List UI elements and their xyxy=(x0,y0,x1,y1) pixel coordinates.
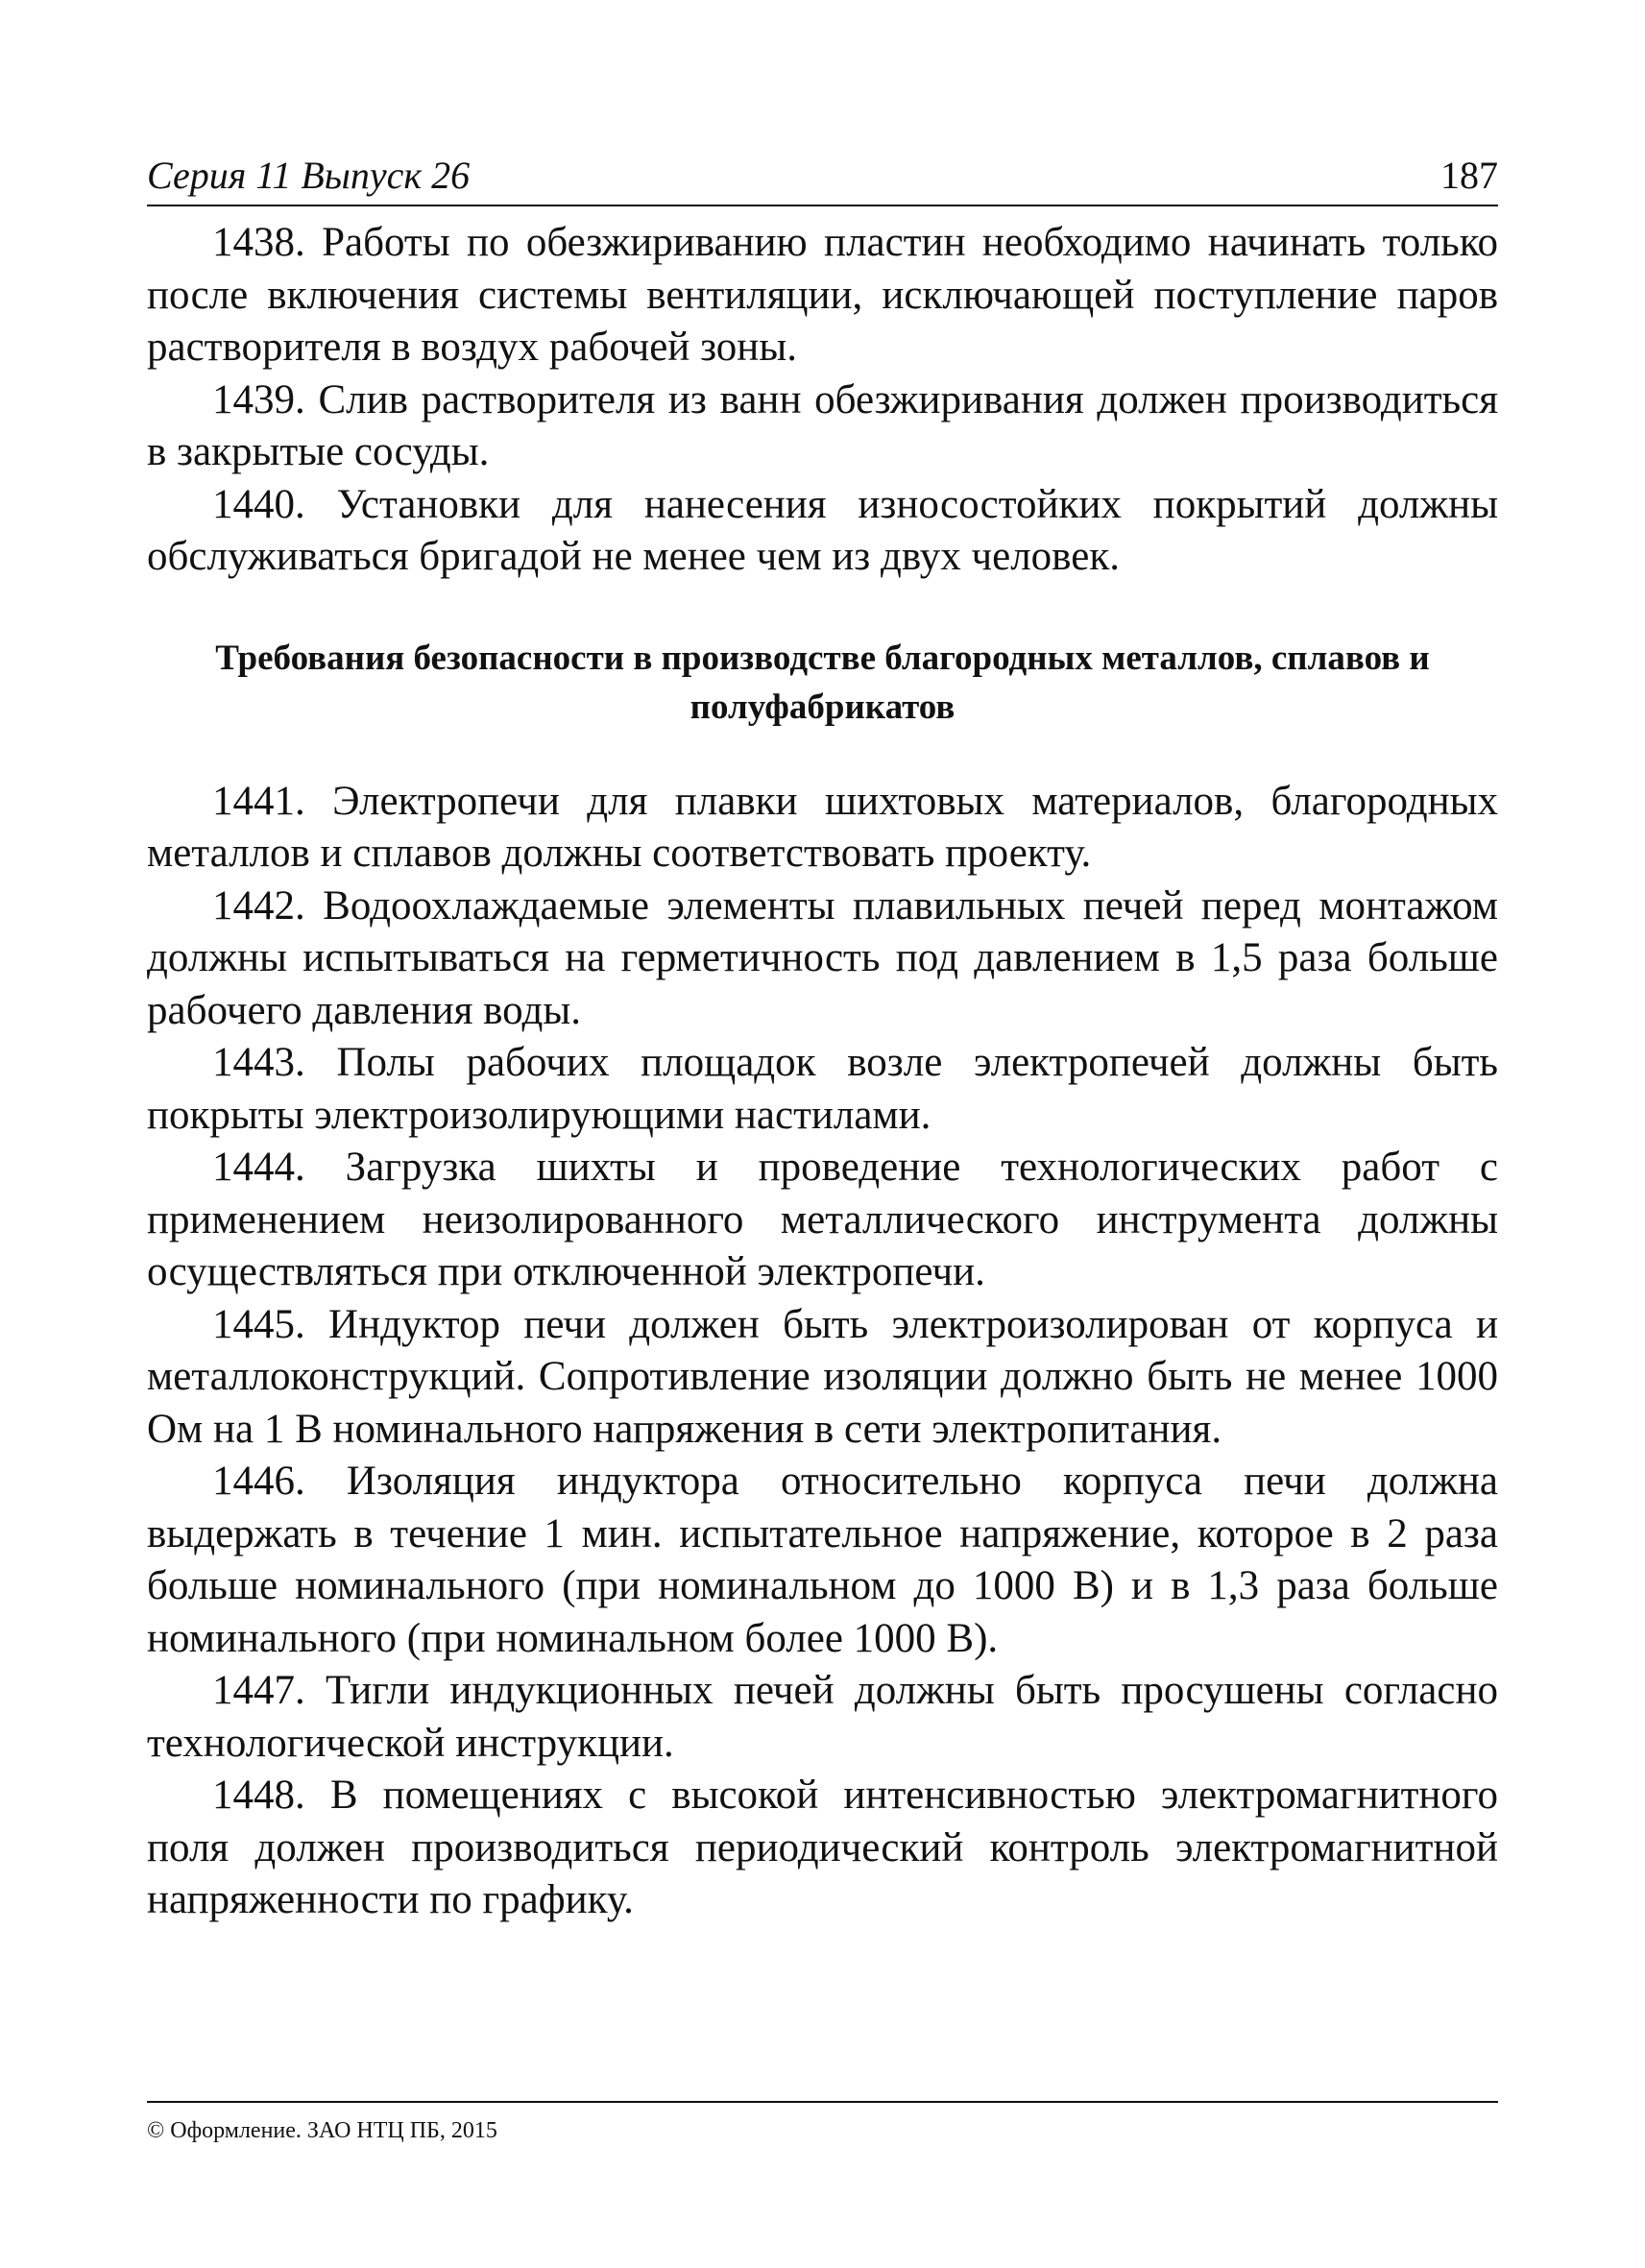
body-text xyxy=(147,217,1498,1927)
paragraph-1441: 1441. Электропечи для плавки шихтовых материалов, благородных металлов и сплавов должны соответствовать проекту. xyxy=(147,778,1498,876)
paragraph-1444: 1444. Загрузка шихты и проведение технологических работ с применением неизолированного металлического инструмента должны осуществляться при отключенной электропечи. xyxy=(147,1145,1498,1294)
paragraph-1440: 1440. Установки для нанесения износостойких покрытий должны обслуживаться бригадой не менее чем из двух человек. xyxy=(147,481,1498,579)
page-footer xyxy=(147,2101,1498,2145)
paragraph-1439: 1439. Слив растворителя из ванн обезжиривания должен производиться в закрытые сосуды. xyxy=(147,376,1498,474)
paragraph-1446: 1446. Изоляция индуктора относительно корпуса печи должна выдержать в течение 1 мин. испытательное напряжение, которое в 2 раза больше номинального (при номинальном до 1000 В) и в 1,3 раза больше номинального (при номинальном более 1000 В). xyxy=(147,1459,1498,1661)
paragraph-1447: 1447. Тигли индукционных печей должны быть просушены согласно технологической инструкции. xyxy=(147,1668,1498,1766)
paragraph-1445: 1445. Индуктор печи должен быть электроизолирован от корпуса и металлоконструкций. Сопротивление изоляции должно быть не менее 1000 Ом на 1 В номинального напряжения в сети электропитания. xyxy=(147,1301,1498,1452)
paragraph-1438: 1438. Работы по обезжириванию пластин необходимо начинать только после включения системы вентиляции, исключающей поступление паров растворителя в воздух рабочей зоны. xyxy=(147,220,1498,370)
page-number: 187 xyxy=(1440,154,1498,197)
paragraph-1448: 1448. В помещениях с высокой интенсивностью электромагнитного поля должен производиться периодический контроль электромагнитной напряженности по графику. xyxy=(147,1773,1498,1922)
running-header xyxy=(147,149,1498,206)
paragraph-1443: 1443. Полы рабочих площадок возле электропечей должны быть покрыты электроизолирующими настилами. xyxy=(147,1040,1498,1138)
copyright-notice: © Оформление. ЗАО НТЦ ПБ, 2015 xyxy=(147,2118,497,2143)
section-heading: Требования безопасности в производстве благородных металлов, сплавов и полуфабрикатов xyxy=(215,638,1430,727)
paragraph-1442: 1442. Водоохлаждаемые элементы плавильных печей перед монтажом должны испытываться на герметичность под давлением в 1,5 раза больше рабочего давления воды. xyxy=(147,882,1498,1033)
series-title: Серия 11 Выпуск 26 xyxy=(147,154,471,197)
